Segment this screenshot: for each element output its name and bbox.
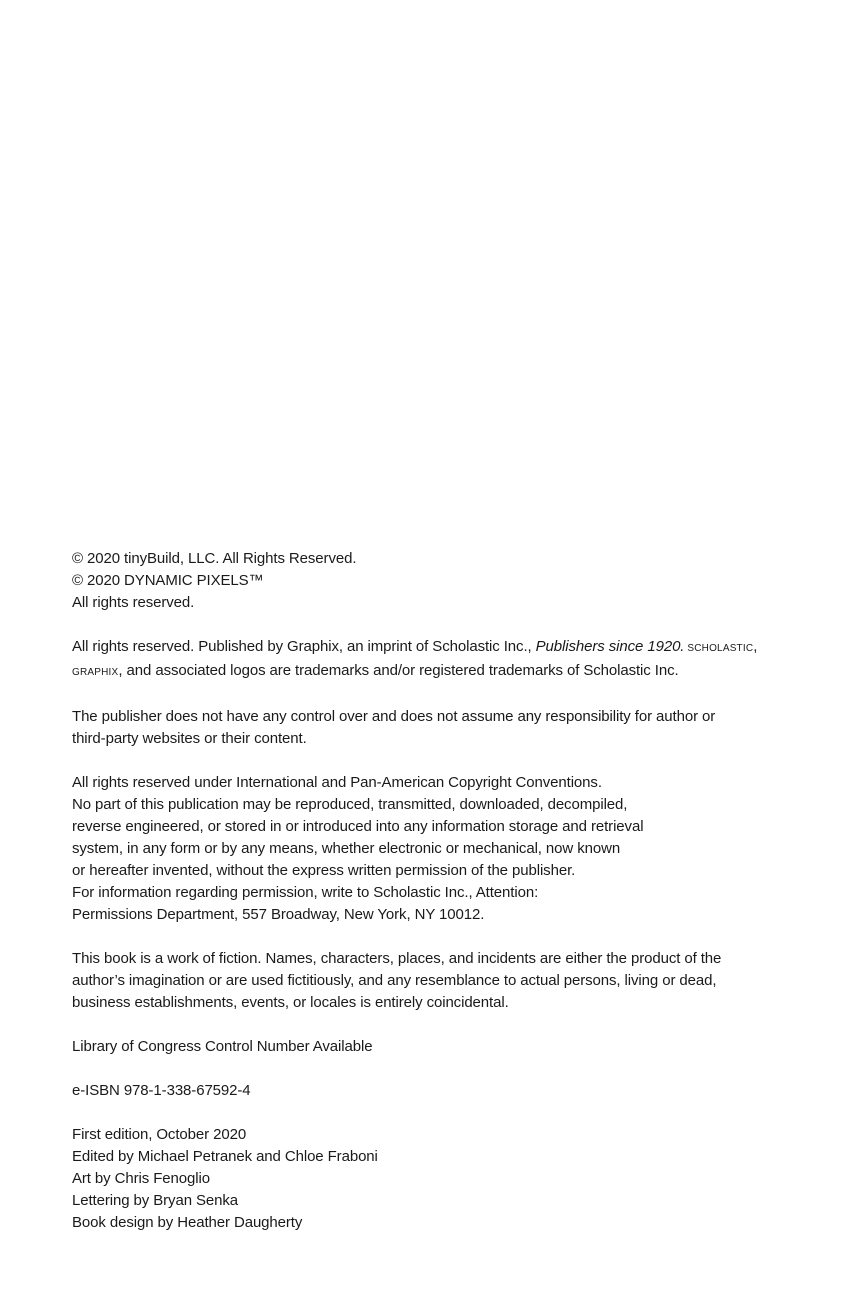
copyright-conventions xyxy=(72,772,792,926)
copyright-page xyxy=(72,548,792,1256)
publisher-line-1 xyxy=(72,636,792,660)
publisher-text: , xyxy=(753,638,758,655)
library-of-congress xyxy=(72,1036,792,1058)
copyright-line: © 2020 tinyBuild, LLC. All Rights Reserved. xyxy=(72,550,357,567)
scholastic-trademark: SCHOLASTIC xyxy=(684,643,754,654)
fiction-line: This book is a work of fiction. Names, characters, places, and incidents are either the product of the xyxy=(72,950,722,967)
publisher-tagline: Publishers since 1920. xyxy=(535,638,685,655)
credits-line: Edited by Michael Petranek and Chloe Fraboni xyxy=(72,1148,378,1165)
conventions-line: Permissions Department, 557 Broadway, New York, NY 10012. xyxy=(72,906,485,923)
copyright-notice xyxy=(72,548,792,614)
credits-line: Book design by Heather Daugherty xyxy=(72,1214,303,1231)
conventions-line: reverse engineered, or stored in or introduced into any information storage and retrieval xyxy=(72,818,644,835)
publisher-text: , and associated logos are trademarks and/or registered trademarks of Scholastic Inc. xyxy=(118,662,679,679)
publisher-text: All rights reserved. Published by Graphix, an imprint of Scholastic Inc., xyxy=(72,638,536,655)
credits-line: Lettering by Bryan Senka xyxy=(72,1192,239,1209)
isbn-line: e-ISBN 978-1-338-67592-4 xyxy=(72,1082,251,1099)
fiction-line: business establishments, events, or locales is entirely coincidental. xyxy=(72,994,509,1011)
fiction-disclaimer xyxy=(72,948,792,1014)
fiction-line: author’s imagination or are used fictitiously, and any resemblance to actual persons, living or dead, xyxy=(72,972,717,989)
disclaimer-line: The publisher does not have any control over and does not assume any responsibility for author or xyxy=(72,708,716,725)
publisher-line-2 xyxy=(72,660,792,684)
conventions-line: No part of this publication may be reproduced, transmitted, downloaded, decompiled, xyxy=(72,796,628,813)
isbn xyxy=(72,1080,792,1102)
conventions-line: For information regarding permission, write to Scholastic Inc., Attention: xyxy=(72,884,539,901)
credits-line: First edition, October 2020 xyxy=(72,1126,247,1143)
publisher-notice xyxy=(72,636,792,684)
disclaimer-line: third-party websites or their content. xyxy=(72,730,307,747)
graphix-trademark: GRAPHIX xyxy=(72,667,119,678)
conventions-line: system, in any form or by any means, whether electronic or mechanical, now known xyxy=(72,840,621,857)
credits-line: Art by Chris Fenoglio xyxy=(72,1170,210,1187)
conventions-line: All rights reserved under International and Pan-American Copyright Conventions. xyxy=(72,774,602,791)
credits xyxy=(72,1124,792,1234)
websites-disclaimer xyxy=(72,706,792,750)
copyright-line: All rights reserved. xyxy=(72,594,195,611)
library-line: Library of Congress Control Number Available xyxy=(72,1038,373,1055)
conventions-line: or hereafter invented, without the express written permission of the publisher. xyxy=(72,862,576,879)
copyright-line: © 2020 DYNAMIC PIXELS™ xyxy=(72,572,264,589)
